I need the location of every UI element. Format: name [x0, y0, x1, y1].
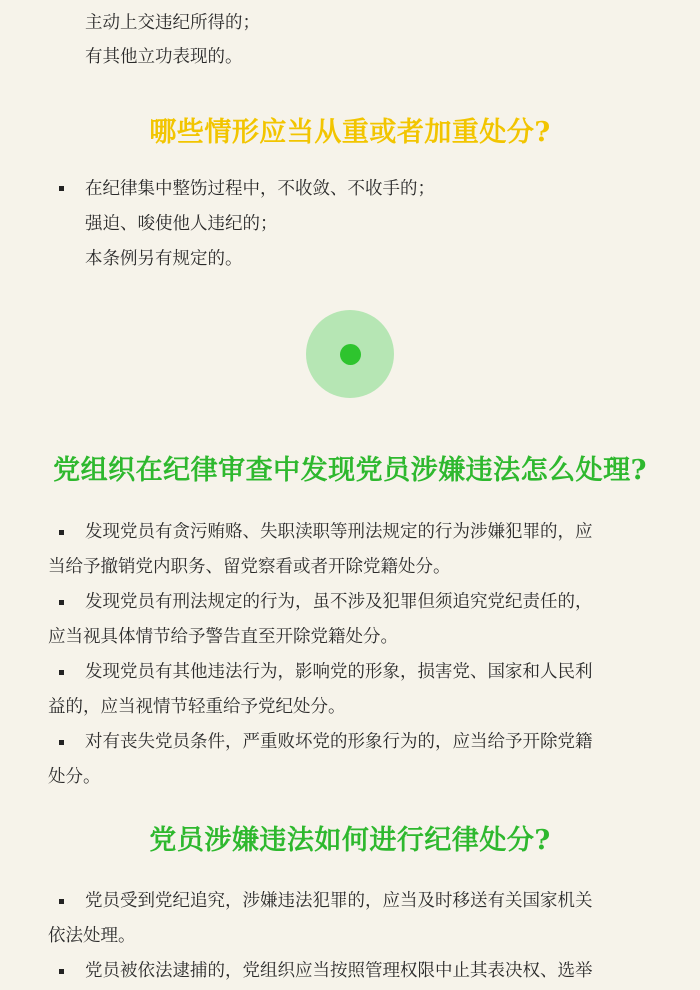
paragraph-line: 对有丧失党员条件，严重败坏党的形象行为的，应当给予开除党籍 — [85, 732, 593, 752]
list-item: 本条例另有规定的。 — [85, 249, 243, 269]
paragraph-line: 发现党员有刑法规定的行为，虽不涉及犯罪但须追究党纪责任的， — [85, 592, 593, 612]
list-item: 在纪律集中整饬过程中，不收敛、不收手的； — [85, 179, 435, 199]
bullet-icon — [59, 899, 64, 904]
dot-center-icon — [340, 344, 361, 365]
list-item: 强迫、唆使他人违纪的； — [85, 214, 278, 234]
paragraph-line: 应当视具体情节给予警告直至开除党籍处分。 — [48, 627, 398, 647]
section-heading-party-org: 党组织在纪律审查中发现党员涉嫌违法怎么处理? — [53, 455, 647, 486]
paragraph-line: 党员受到党纪追究，涉嫌违法犯罪的，应当及时移送有关国家机关 — [85, 891, 593, 911]
bullet-icon — [59, 186, 64, 191]
paragraph-line: 发现党员有贪污贿赂、失职渎职等刑法规定的行为涉嫌犯罪的，应 — [85, 522, 593, 542]
paragraph-line: 党员被依法逮捕的，党组织应当按照管理权限中止其表决权、选举 — [85, 961, 593, 981]
paragraph-line: 处分。 — [48, 767, 101, 787]
bullet-icon — [59, 740, 64, 745]
paragraph-line: 发现党员有其他违法行为，影响党的形象，损害党、国家和人民利 — [85, 662, 593, 682]
paragraph-line: 依法处理。 — [48, 926, 136, 946]
list-item: 有其他立功表现的。 — [85, 47, 243, 67]
list-item: 主动上交违纪所得的； — [85, 13, 260, 33]
section-heading-aggravate: 哪些情形应当从重或者加重处分? — [149, 117, 551, 148]
decorative-dot-icon — [306, 310, 394, 398]
bullet-icon — [59, 670, 64, 675]
bullet-icon — [59, 530, 64, 535]
paragraph-line: 益的，应当视情节轻重给予党纪处分。 — [48, 697, 346, 717]
bullet-icon — [59, 600, 64, 605]
paragraph-line: 当给予撤销党内职务、留党察看或者开除党籍处分。 — [48, 557, 451, 577]
section-heading-discipline: 党员涉嫌违法如何进行纪律处分? — [149, 825, 551, 856]
bullet-icon — [59, 969, 64, 974]
